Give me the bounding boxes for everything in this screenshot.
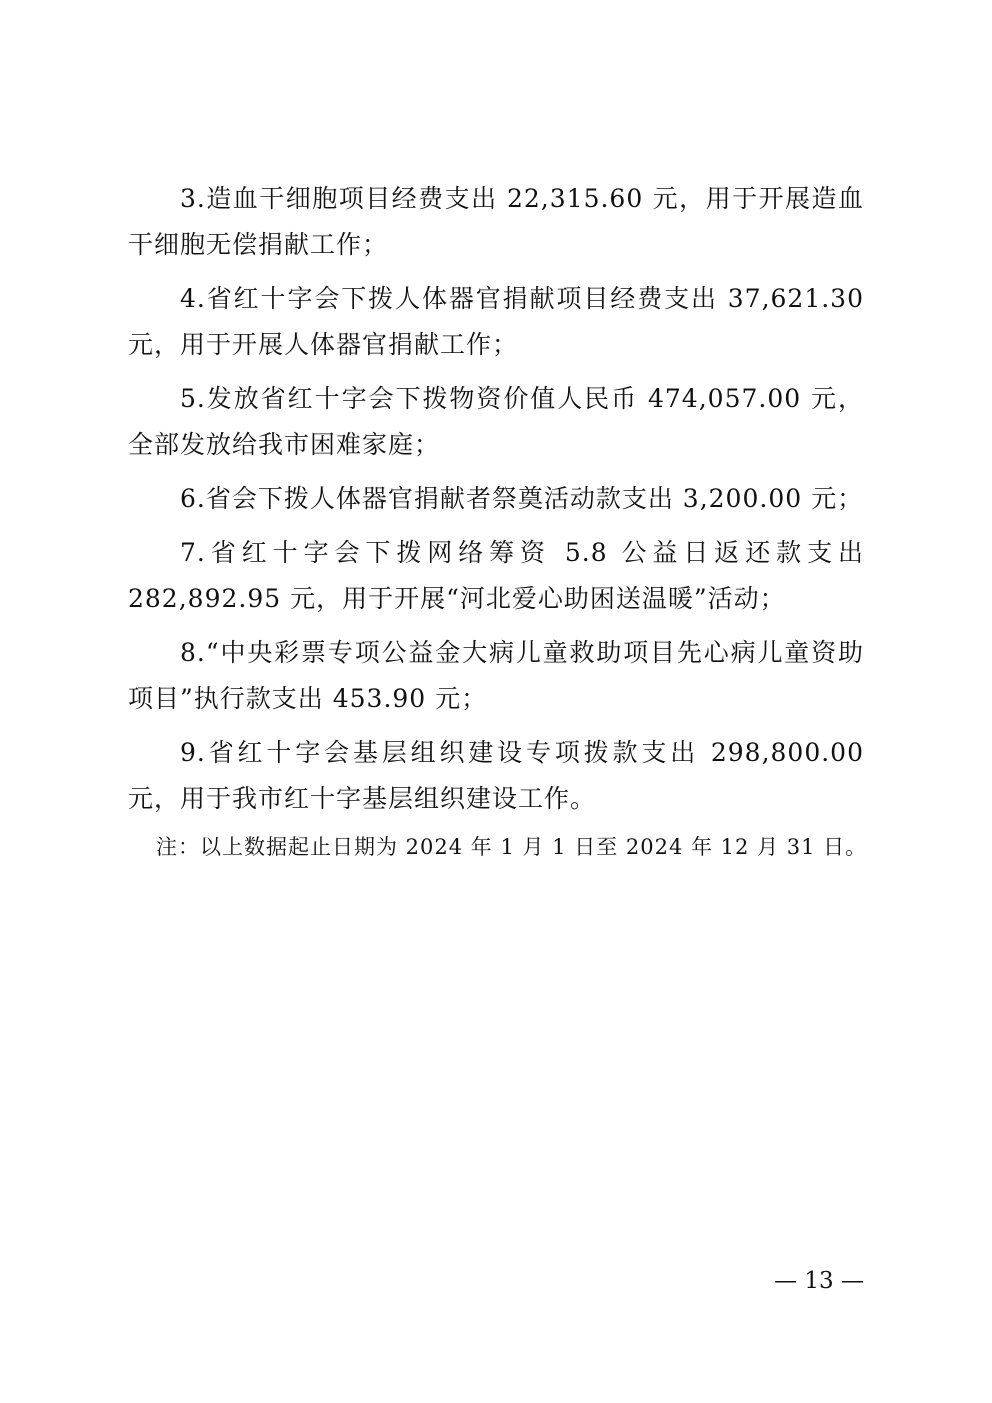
paragraph-item-9: 9.省红十字会基层组织建设专项拨款支出 298,800.00 元，用于我市红十字基层组织建设工作。 [128,738,864,813]
document-body [128,176,868,864]
date-range-note: 注：以上数据起止日期为 2024 年 1 月 1 日至 2024 年 12 月 31 日。 [156,835,868,859]
paragraph-item-5: 5.发放省红十字会下拨物资价值人民币 474,057.00 元，全部发放给我市困难家庭； [128,384,864,459]
paragraph-item-3: 3.造血干细胞项目经费支出 22,315.60 元，用于开展造血干细胞无偿捐献工作； [128,184,864,259]
paragraph-item-6: 6.省会下拨人体器官捐献者祭奠活动款支出 3,200.00 元； [180,484,864,513]
paragraph-item-8: 8.“中央彩票专项公益金大病儿童救助项目先心病儿童资助项目”执行款支出 453.90 元； [128,638,864,713]
paragraph-item-7: 7.省红十字会下拨网络筹资 5.8 公益日返还款支出 282,892.95 元，用于开展“河北爱心助困送温暖”活动； [128,538,864,613]
paragraph-item-4: 4.省红十字会下拨人体器官捐献项目经费支出 37,621.30 元，用于开展人体器官捐献工作； [128,284,864,359]
page-number: — 13 — [774,1268,864,1294]
